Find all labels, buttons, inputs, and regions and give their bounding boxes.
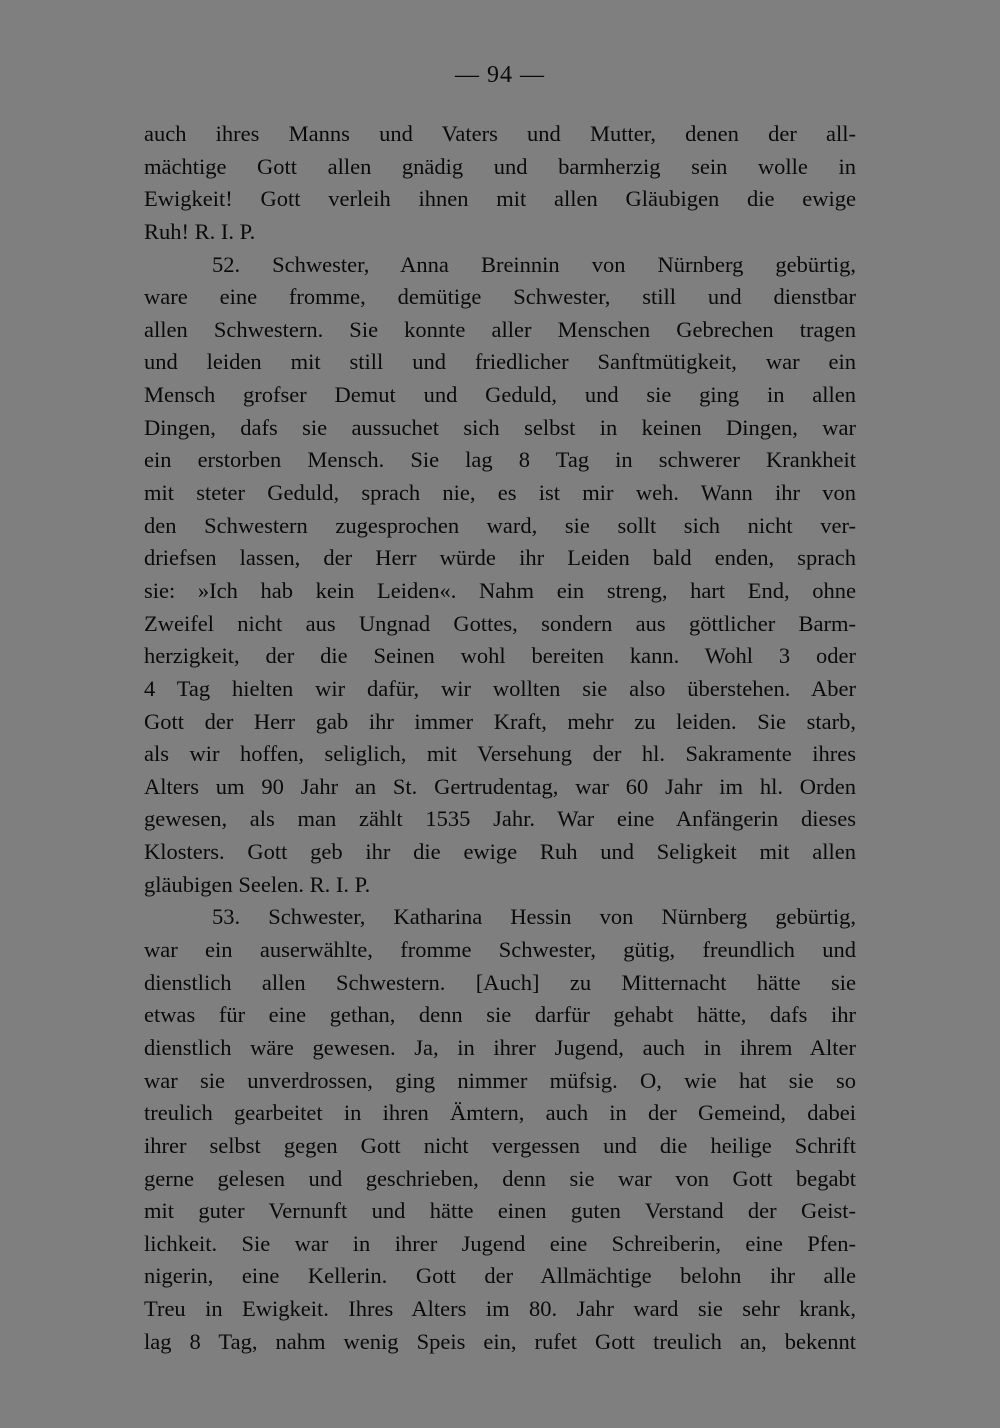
text-line: lichkeit. Sie war in ihrer Jugend eine Schreiberin, eine Pfen- bbox=[144, 1230, 856, 1256]
text-line: Ewigkeit! Gott verleih ihnen mit allen Gläubigen die ewige bbox=[144, 186, 856, 212]
text-line: mit steter Geduld, sprach nie, es ist mir weh. Wann ihr von bbox=[144, 480, 856, 506]
text-line: lag 8 Tag, nahm wenig Speis ein, rufet Gott treulich an, bekennt bbox=[144, 1328, 856, 1354]
text-line: etwas für eine gethan, denn sie darfür gehabt hätte, dafs ihr bbox=[144, 1002, 856, 1028]
text-line: war sie unverdrossen, ging nimmer müfsig. O, wie hat sie so bbox=[144, 1067, 856, 1093]
text-line: dienstlich wäre gewesen. Ja, in ihrer Jugend, auch in ihrem Alter bbox=[144, 1034, 856, 1060]
text-line: Klosters. Gott geb ihr die ewige Ruh und Seligkeit mit allen bbox=[144, 839, 856, 865]
text-line: 52. Schwester, Anna Breinnin von Nürnberg gebürtig, bbox=[212, 251, 856, 277]
body-text bbox=[144, 118, 856, 1358]
text-line: Gott der Herr gab ihr immer Kraft, mehr zu leiden. Sie starb, bbox=[144, 708, 856, 734]
text-line: gewesen, als man zählt 1535 Jahr. War eine Anfängerin dieses bbox=[144, 806, 856, 832]
text-line: driefsen lassen, der Herr würde ihr Leiden bald enden, sprach bbox=[144, 545, 856, 571]
text-line: Zweifel nicht aus Ungnad Gottes, sondern aus göttlicher Barm- bbox=[144, 610, 856, 636]
text-line: auch ihres Manns und Vaters und Mutter, denen der all- bbox=[144, 121, 856, 146]
text-line: Treu in Ewigkeit. Ihres Alters im 80. Jahr ward sie sehr krank, bbox=[144, 1296, 856, 1322]
text-line: gläubigen Seelen. R. I. P. bbox=[144, 871, 371, 897]
text-line: als wir hoffen, seliglich, mit Versehung der hl. Sakramente ihres bbox=[144, 741, 856, 767]
text-line: herzigkeit, der die Seinen wohl bereiten kann. Wohl 3 oder bbox=[144, 643, 856, 669]
text-line: 53. Schwester, Katharina Hessin von Nürnberg gebürtig, bbox=[212, 904, 856, 930]
text-line: allen Schwestern. Sie konnte aller Menschen Gebrechen tragen bbox=[144, 316, 856, 342]
text-line: Dingen, dafs sie aussuchet sich selbst in keinen Dingen, war bbox=[144, 414, 856, 440]
text-line: Mensch grofser Demut und Geduld, und sie ging in allen bbox=[144, 382, 856, 408]
text-line: mächtige Gott allen gnädig und barmherzig sein wolle in bbox=[144, 153, 856, 179]
text-line: treulich gearbeitet in ihren Ämtern, auch in der Gemeind, dabei bbox=[144, 1100, 856, 1126]
text-line: war ein auserwählte, fromme Schwester, gütig, freundlich und bbox=[144, 937, 856, 963]
text-line: den Schwestern zugesprochen ward, sie sollt sich nicht ver- bbox=[144, 512, 856, 538]
text-line: ware eine fromme, demütige Schwester, still und dienstbar bbox=[144, 284, 856, 310]
text-line: Ruh! R. I. P. bbox=[144, 218, 256, 244]
text-line: ihrer selbst gegen Gott nicht vergessen und die heilige Schrift bbox=[144, 1132, 856, 1158]
text-line: ein erstorben Mensch. Sie lag 8 Tag in schwerer Krankheit bbox=[144, 447, 856, 473]
text-line: sie: »Ich hab kein Leiden«. Nahm ein streng, hart End, ohne bbox=[144, 577, 856, 603]
page-number: — 94 — bbox=[455, 62, 545, 88]
text-line: Alters um 90 Jahr an St. Gertrudentag, war 60 Jahr im hl. Orden bbox=[144, 773, 856, 799]
text-line: und leiden mit still und friedlicher Sanftmütigkeit, war ein bbox=[144, 349, 856, 375]
text-line: nigerin, eine Kellerin. Gott der Allmächtige belohn ihr alle bbox=[144, 1263, 856, 1289]
text-line: 4 Tag hielten wir dafür, wir wollten sie also überstehen. Aber bbox=[144, 675, 856, 701]
text-line: gerne gelesen und geschrieben, denn sie war von Gott begabt bbox=[144, 1165, 856, 1191]
text-line: mit guter Vernunft und hätte einen guten Verstand der Geist- bbox=[144, 1198, 856, 1224]
text-line: dienstlich allen Schwestern. [Auch] zu Mitternacht hätte sie bbox=[144, 969, 856, 995]
